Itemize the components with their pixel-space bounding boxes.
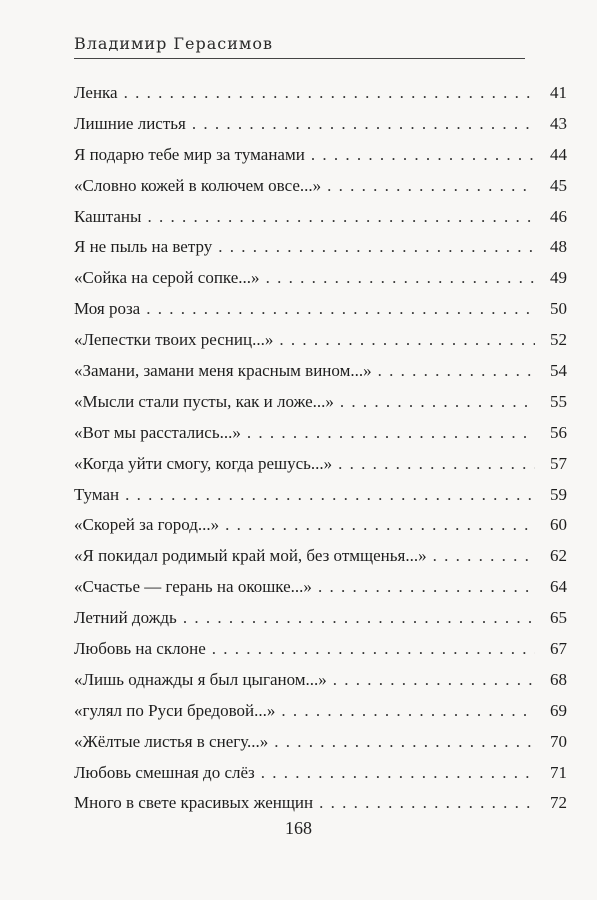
- toc-entry: [74, 634, 567, 665]
- header-rule: [74, 58, 525, 59]
- dot-leader: [281, 696, 535, 727]
- toc-entry: [74, 78, 567, 109]
- toc-entry-title: Ленка: [74, 83, 118, 102]
- dot-leader: [340, 387, 535, 418]
- toc-entry: [74, 788, 567, 819]
- dot-leader: [378, 356, 535, 387]
- toc-entry-title: Я не пыль на ветру: [74, 237, 213, 257]
- toc-entry-page: 69: [550, 700, 567, 720]
- toc-entry: [74, 449, 567, 480]
- toc-entry-title: «Счастье — герань на окошке...»: [74, 577, 312, 597]
- dot-leader: [433, 541, 535, 572]
- toc-entry-page: 60: [550, 515, 567, 535]
- toc-entry-title: «Словно кожей в колючем овсе...»: [74, 175, 322, 195]
- toc-entry-page: 43: [550, 113, 567, 133]
- toc-entry-title: «Скорей за город...»: [74, 515, 220, 535]
- toc-entry: [74, 140, 567, 171]
- toc-entry-title: «Когда уйти смогу, когда решусь...»: [74, 453, 333, 473]
- toc-entry-page: 46: [550, 206, 567, 226]
- toc-entry: [74, 572, 567, 603]
- toc-entry-page: 44: [550, 144, 567, 164]
- toc-entry: [74, 758, 567, 789]
- dot-leader: [318, 572, 535, 603]
- toc-entry: [74, 232, 567, 263]
- toc-entry: [74, 727, 567, 758]
- toc-entry-page: 52: [550, 330, 567, 350]
- toc-entry-title: «Замани, замани меня красным вином...»: [74, 361, 372, 381]
- toc-entry-title: «Вот мы расстались...»: [74, 422, 241, 442]
- toc-entry: [74, 109, 567, 140]
- toc-entry-page: 65: [550, 608, 567, 628]
- toc-entry-page: 55: [550, 391, 567, 411]
- dot-leader: [338, 449, 535, 480]
- dot-leader: [327, 171, 535, 202]
- dot-leader: [261, 758, 535, 789]
- toc-entry-title: «Лепестки твоих ресниц...»: [74, 330, 274, 350]
- toc-entry: [74, 510, 567, 541]
- dot-leader: [146, 294, 535, 325]
- dot-leader: [311, 140, 535, 171]
- toc-entry: [74, 356, 567, 387]
- toc-entry: [74, 480, 567, 511]
- toc-entry-title: Летний дождь: [74, 608, 177, 628]
- toc-entry-page: 56: [550, 422, 567, 442]
- toc-entry-title: Много в свете красивых женщин: [74, 793, 314, 813]
- toc-entry-title: Моя роза: [74, 299, 141, 319]
- toc-entry-title: «Я покидал родимый край мой, без отмщенья...»: [74, 546, 427, 566]
- dot-leader: [274, 727, 535, 758]
- toc-entry-page: 54: [550, 361, 567, 381]
- toc-entry-page: 50: [550, 299, 567, 319]
- dot-leader: [225, 510, 535, 541]
- dot-leader: [279, 325, 535, 356]
- toc-entry-title: «Сойка на серой сопке...»: [74, 268, 260, 288]
- toc-entry: [74, 171, 567, 202]
- toc-entry-title: «Мысли стали пусты, как и ложе...»: [74, 391, 334, 411]
- dot-leader: [183, 603, 535, 634]
- toc-entry-title: Я подарю тебе мир за туманами: [74, 144, 305, 164]
- toc-entry-title: «Жёлтые листья в снегу...»: [74, 731, 269, 751]
- toc-entry: [74, 541, 567, 572]
- table-of-contents: [74, 78, 567, 819]
- toc-entry-page: 45: [550, 175, 567, 195]
- toc-entry-page: 68: [550, 669, 567, 689]
- toc-entry-title: Каштаны: [74, 206, 142, 226]
- toc-entry: [74, 665, 567, 696]
- toc-entry-page: 70: [550, 731, 567, 751]
- dot-leader: [319, 788, 535, 819]
- toc-entry: [74, 294, 567, 325]
- toc-entry-page: 49: [550, 268, 567, 288]
- toc-entry-page: 48: [550, 237, 567, 257]
- dot-leader: [247, 418, 535, 449]
- toc-entry: [74, 387, 567, 418]
- toc-entry-title: «Лишь однажды я был цыганом...»: [74, 669, 327, 689]
- toc-entry-title: Туман: [74, 484, 120, 504]
- toc-entry-page: 67: [550, 639, 567, 659]
- dot-leader: [125, 480, 535, 511]
- toc-entry-title: «гулял по Руси бредовой...»: [74, 700, 276, 720]
- toc-entry-page: 41: [550, 83, 567, 102]
- toc-entry-title: Лишние листья: [74, 113, 186, 133]
- dot-leader: [218, 232, 535, 263]
- dot-leader: [147, 202, 535, 233]
- toc-entry-title: Любовь на склоне: [74, 639, 206, 659]
- toc-entry: [74, 325, 567, 356]
- toc-entry-title: Любовь смешная до слёз: [74, 762, 255, 782]
- dot-leader: [333, 665, 535, 696]
- toc-entry-page: 72: [550, 793, 567, 813]
- toc-entry-page: 59: [550, 484, 567, 504]
- dot-leader: [212, 634, 535, 665]
- toc-entry: [74, 202, 567, 233]
- toc-entry: [74, 263, 567, 294]
- toc-entry: [74, 603, 567, 634]
- dot-leader: [192, 109, 535, 140]
- toc-entry-page: 57: [550, 453, 567, 473]
- running-head: Владимир Герасимов: [74, 34, 273, 53]
- toc-entry-page: 71: [550, 762, 567, 782]
- dot-leader: [266, 263, 535, 294]
- page-number: 168: [285, 818, 312, 838]
- toc-entry-page: 64: [550, 577, 567, 597]
- toc-entry: [74, 418, 567, 449]
- toc-entry-page: 62: [550, 546, 567, 566]
- dot-leader: [124, 78, 535, 109]
- toc-entry: [74, 696, 567, 727]
